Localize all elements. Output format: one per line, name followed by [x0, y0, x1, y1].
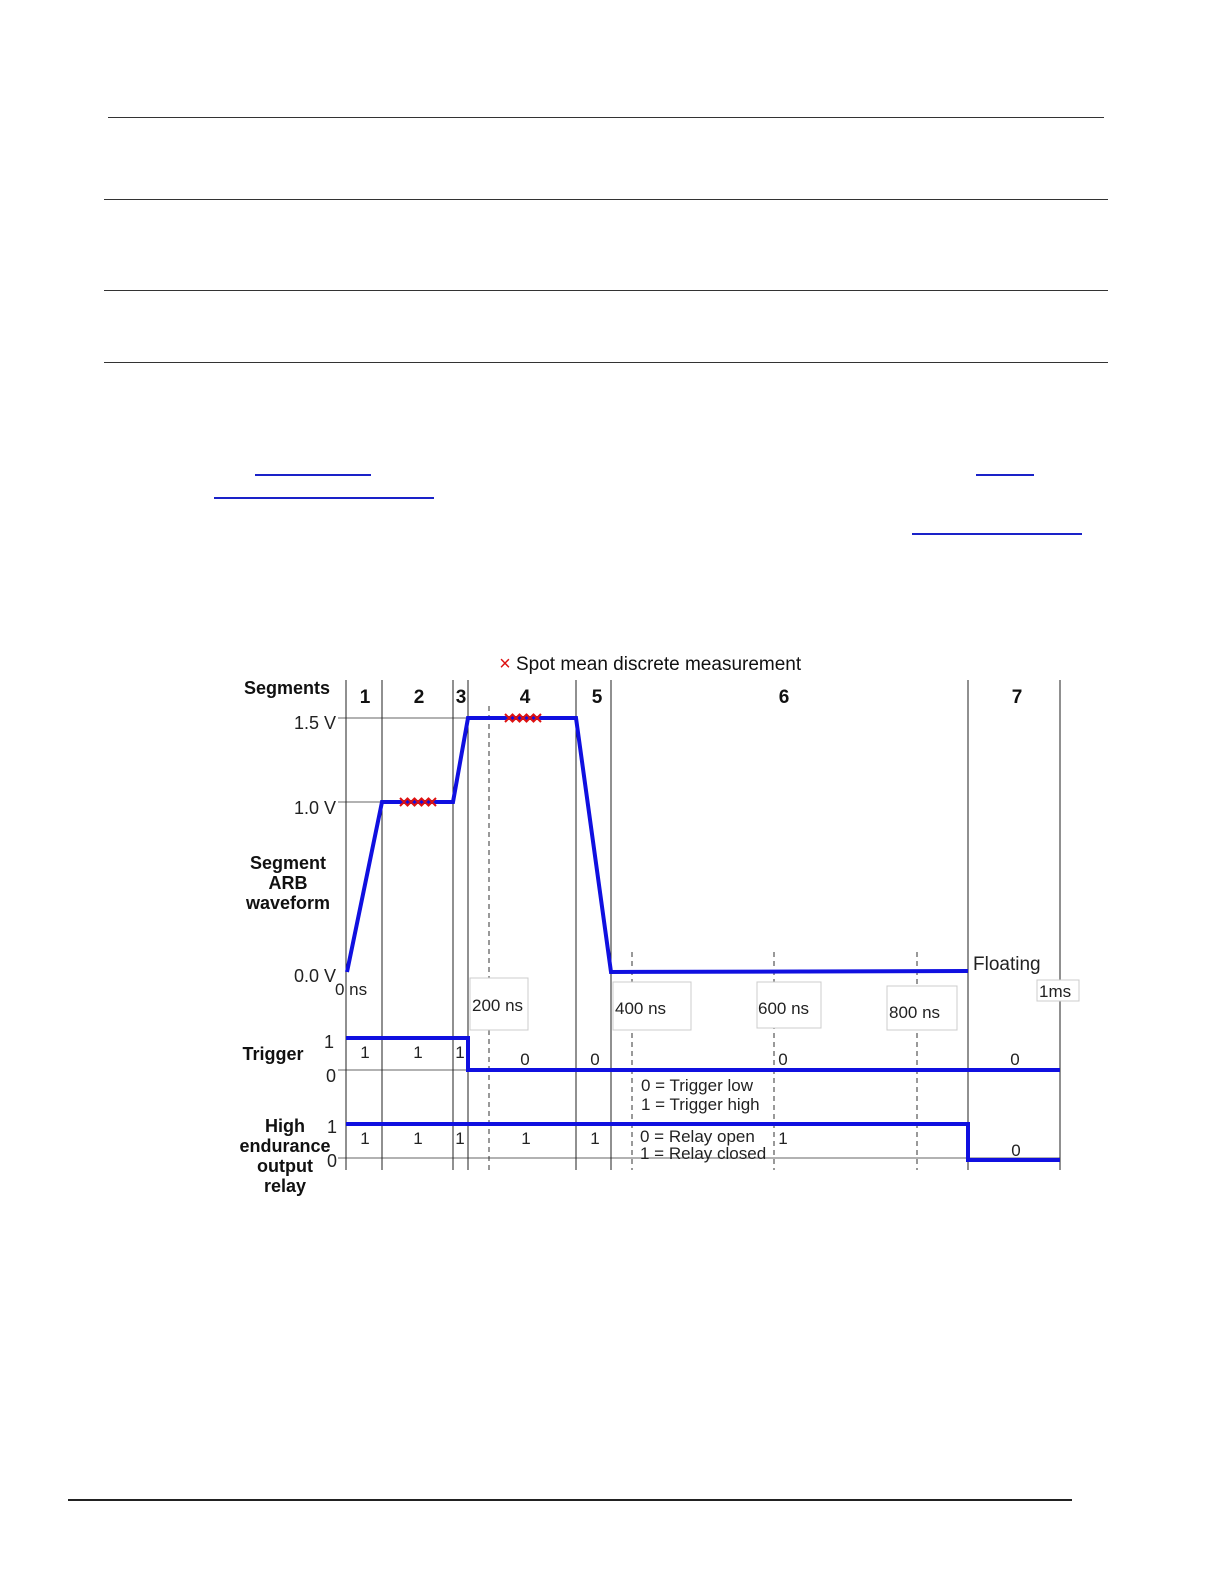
trigger-legend-high: 1 = Trigger high: [641, 1095, 760, 1114]
voltage-tick-1-5: 1.5 V: [293, 713, 336, 733]
relay-legend-open: 0 = Relay open: [640, 1127, 755, 1146]
segment-number: 4: [519, 687, 531, 708]
relay-state: 0: [1011, 1141, 1021, 1160]
relay-axis-1: 1: [326, 1117, 337, 1137]
waveform-label-3: waveform: [245, 893, 331, 913]
trigger-state: 0: [778, 1050, 788, 1069]
trigger-axis-0: 0: [325, 1066, 336, 1086]
segment-number: 7: [1011, 687, 1023, 708]
trigger-state: 1: [455, 1043, 465, 1062]
waveform-label-1: Segment: [249, 853, 327, 873]
trigger-state: 0: [1010, 1050, 1020, 1069]
waveform-label-2: ARB: [268, 873, 308, 893]
segment-number: 6: [778, 687, 790, 708]
time-label-400ns: 400 ns: [615, 999, 667, 1018]
trigger-state: 0: [590, 1050, 600, 1069]
segment-number: 5: [591, 687, 603, 708]
relay-state: 1: [778, 1129, 788, 1148]
relay-legend-closed: 1 = Relay closed: [640, 1144, 767, 1163]
relay-axis-0: 0: [326, 1151, 337, 1171]
relay-state: 1: [590, 1129, 600, 1148]
voltage-tick-0-0: 0.0 V: [293, 966, 336, 986]
legend-marker-icon: ×: [499, 653, 511, 675]
trigger-legend-low: 0 = Trigger low: [641, 1076, 753, 1095]
segment-number: 3: [455, 687, 467, 708]
arb-waveform-trace: [347, 718, 968, 972]
time-label-200ns: 200 ns: [472, 996, 524, 1015]
trigger-state: 1: [413, 1043, 423, 1062]
relay-state: 1: [413, 1129, 423, 1148]
trigger-state: 0: [520, 1050, 530, 1069]
relay-state: 1: [455, 1129, 465, 1148]
time-label-0ns: 0 ns: [335, 980, 368, 999]
time-label-1ms: 1ms: [1039, 982, 1072, 1001]
legend-text: Spot mean discrete measurement: [516, 654, 802, 675]
segment-number: 2: [413, 687, 425, 708]
relay-state: 1: [360, 1129, 370, 1148]
segment-number: 1: [359, 687, 371, 708]
floating-label: Floating: [973, 954, 1041, 975]
measurement-markers-seg4: [505, 714, 541, 722]
trigger-label: Trigger: [242, 1044, 304, 1064]
trigger-axis-1: 1: [323, 1032, 334, 1052]
segments-label: Segments: [243, 678, 331, 698]
relay-label-4: relay: [263, 1176, 307, 1196]
voltage-tick-1-0: 1.0 V: [293, 798, 336, 818]
time-label-600ns: 600 ns: [758, 999, 810, 1018]
relay-state: 1: [521, 1129, 531, 1148]
time-label-800ns: 800 ns: [889, 1003, 941, 1022]
relay-label-3: output: [257, 1156, 313, 1176]
relay-label-2: endurance: [239, 1136, 331, 1156]
relay-label-1: High: [265, 1116, 305, 1136]
footer-rule: [68, 1499, 1072, 1501]
measurement-markers-seg2: [400, 798, 436, 806]
trigger-state: 1: [360, 1043, 370, 1062]
